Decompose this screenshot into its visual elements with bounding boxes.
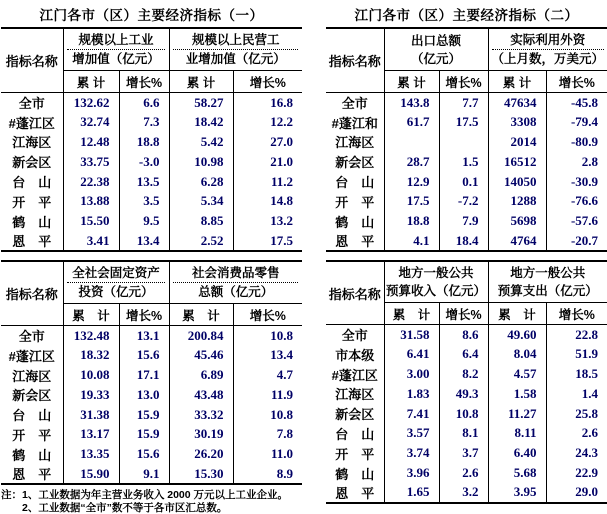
row-label: 鹤 山: [12, 214, 52, 230]
table-industry-indicators: [1, 27, 302, 252]
group-header: [63, 261, 169, 304]
cell-value: 11.2: [233, 172, 302, 192]
corner-header: 指标名称: [326, 261, 384, 325]
cell-value: 3.96: [384, 463, 439, 483]
table-row: [1, 211, 302, 231]
cell-value: 6.28: [169, 172, 233, 192]
cell-value: 15.90: [63, 464, 119, 484]
cell-value: 22.8: [546, 325, 607, 345]
cell-value: 13.88: [63, 191, 119, 211]
cell-value: 15.50: [63, 211, 119, 231]
table-row: [326, 364, 607, 384]
cell-value: 45.46: [169, 345, 233, 365]
cell-value: 13.4: [119, 231, 169, 251]
cell-value: 47634: [488, 93, 546, 113]
footnote-line: 注：1、工业数据为年主营业务收入 2000 万元以上工业企业。: [1, 489, 289, 502]
group-header: [384, 28, 488, 71]
cell-value: 8.1: [439, 424, 488, 444]
row-label: 台 山: [12, 175, 52, 191]
row-label: 恩 平: [335, 485, 375, 501]
table-row: [1, 93, 302, 113]
table-row: [1, 112, 302, 132]
table-row: [1, 152, 302, 172]
sub-header: 增长%: [546, 71, 607, 93]
cell-value: 22.9: [546, 463, 607, 483]
cell-value: 18.42: [169, 112, 233, 132]
row-label: 江海区: [12, 368, 52, 384]
cell-value: 3308: [488, 112, 546, 132]
cell-value: 3.00: [384, 364, 439, 384]
row-label: 全市: [18, 329, 45, 345]
group-line2: 总额（亿元）: [198, 285, 274, 300]
cell-value: 13.35: [63, 444, 119, 464]
row-label: #蓬江区: [331, 367, 378, 383]
corner-header: 指标名称: [1, 261, 63, 326]
sub-header: 增长%: [233, 71, 302, 93]
group-header-row: [1, 261, 302, 304]
cell-value: 61.7: [384, 112, 439, 132]
group-line1: 规模以上民营工: [173, 31, 298, 50]
cell-value: 13.1: [119, 326, 169, 346]
sub-header: 增长%: [439, 303, 488, 325]
cell-value: 32.74: [63, 112, 119, 132]
sub-header: 增长%: [233, 304, 302, 326]
table-row: [1, 231, 302, 251]
cell-value: -3.0: [119, 152, 169, 172]
cell-value: 4.57: [488, 364, 546, 384]
group-line2: 预算收入（亿元）: [386, 284, 487, 299]
group-header: [63, 28, 169, 71]
cell-value: 8.11: [488, 424, 546, 444]
cell-value: 1288: [488, 191, 546, 211]
cell-value: 1.83: [384, 384, 439, 404]
cell-value: 17.5: [384, 191, 439, 211]
row-label: 恩 平: [335, 234, 375, 250]
table-row: [326, 463, 607, 483]
cell-value: 0.1: [439, 172, 488, 192]
cell-value: 132.48: [63, 326, 119, 346]
cell-value: 3.2: [439, 483, 488, 503]
row-label: 全市: [341, 328, 368, 344]
row-label: #蓬江区: [8, 348, 55, 364]
group-line1: 规模以上工业: [67, 31, 166, 50]
row-label: 江海区: [335, 135, 375, 151]
cell-value: 2.52: [169, 231, 233, 251]
table-investment-retail: [1, 260, 302, 485]
cell-value: 6.40: [488, 443, 546, 463]
sub-header: 累 计: [384, 303, 439, 325]
table-row: [1, 191, 302, 211]
cell-value: 12.2: [233, 112, 302, 132]
table-row: [326, 152, 607, 172]
group-line1: 出口总额: [411, 33, 462, 48]
right-column: [326, 5, 607, 514]
row-label: 开 平: [335, 194, 375, 210]
cell-value: -7.2: [439, 191, 488, 211]
cell-value: -76.6: [546, 191, 607, 211]
table-row: [1, 326, 302, 346]
group-line2: （上月数，万美元）: [491, 52, 605, 66]
table-row: [326, 325, 607, 345]
footnote-line: 2、工业数据“全市”数不等于各市区汇总数。: [22, 501, 228, 514]
cell-value: 16.8: [233, 93, 302, 113]
cell-value: 15.9: [119, 425, 169, 445]
cell-value: 6.89: [169, 365, 233, 385]
cell-value: 9.1: [119, 464, 169, 484]
table-row: [1, 345, 302, 365]
table-row: [326, 344, 607, 364]
group-line2: 投资（亿元）: [78, 285, 154, 300]
cell-value: 3.95: [488, 483, 546, 503]
row-label: 新会区: [335, 407, 375, 423]
group-header: [488, 261, 607, 303]
cell-value: 8.6: [439, 325, 488, 345]
sub-header: 增长%: [119, 304, 169, 326]
row-label: 鹤 山: [335, 214, 375, 230]
table-row: [1, 444, 302, 464]
cell-value: 5698: [488, 211, 546, 231]
group-header-row: [1, 28, 302, 71]
cell-value: 6.4: [439, 344, 488, 364]
group-line2: 增加值（亿元）: [72, 52, 160, 66]
cell-value: [439, 132, 488, 152]
cell-value: 19.33: [63, 385, 119, 405]
corner-header: 指标名称: [1, 28, 63, 93]
row-label: 开 平: [12, 194, 52, 210]
cell-value: 18.8: [119, 132, 169, 152]
cell-value: 13.4: [233, 345, 302, 365]
cell-value: 24.3: [546, 443, 607, 463]
row-label: 市本级: [335, 347, 375, 363]
sub-header: 增长%: [439, 71, 488, 93]
cell-value: 143.8: [384, 93, 439, 113]
cell-value: 4.1: [384, 231, 439, 251]
group-line2: 业增加值（亿元）: [185, 52, 286, 66]
cell-value: 15.6: [119, 444, 169, 464]
cell-value: 9.5: [119, 211, 169, 231]
cell-value: 13.2: [233, 211, 302, 231]
cell-value: 43.48: [169, 385, 233, 405]
row-label: 恩 平: [12, 467, 52, 483]
cell-value: 3.74: [384, 443, 439, 463]
group-line1: 实际利用外资: [492, 31, 604, 50]
sub-header: 累 计: [488, 303, 546, 325]
table-row: [1, 365, 302, 385]
group-header-row: [326, 28, 607, 71]
cell-value: 49.3: [439, 384, 488, 404]
cell-value: 1.58: [488, 384, 546, 404]
cell-value: 5.42: [169, 132, 233, 152]
cell-value: 11.0: [233, 444, 302, 464]
cell-value: 31.58: [384, 325, 439, 345]
cell-value: 14050: [488, 172, 546, 192]
group-header: [169, 28, 302, 71]
table-row: [1, 385, 302, 405]
left-column: [1, 5, 302, 514]
cell-value: 2.6: [546, 424, 607, 444]
cell-value: 8.9: [233, 464, 302, 484]
row-label: 鹤 山: [12, 447, 52, 463]
cell-value: 18.32: [63, 345, 119, 365]
row-label: 新会区: [335, 155, 375, 171]
cell-value: -30.9: [546, 172, 607, 192]
cell-value: 13.5: [119, 172, 169, 192]
table1-title: 江门各市（区）主要经济指标（一）: [39, 8, 264, 23]
cell-value: 15.6: [119, 345, 169, 365]
table-row: [1, 464, 302, 484]
cell-value: 3.57: [384, 424, 439, 444]
row-label: 江海区: [12, 135, 52, 151]
table-row: [326, 132, 607, 152]
table-row: [326, 231, 607, 251]
table-row: [326, 112, 607, 132]
row-label: #蓬江区: [8, 115, 55, 131]
cell-value: 13.17: [63, 425, 119, 445]
table-row: [326, 172, 607, 192]
cell-value: 132.62: [63, 93, 119, 113]
table-row: [326, 404, 607, 424]
cell-value: 27.0: [233, 132, 302, 152]
cell-value: [384, 132, 439, 152]
cell-value: 10.8: [439, 404, 488, 424]
cell-value: 13.0: [119, 385, 169, 405]
cell-value: 4764: [488, 231, 546, 251]
corner-header: 指标名称: [326, 28, 384, 93]
cell-value: 10.8: [233, 326, 302, 346]
group-header: [488, 28, 607, 71]
cell-value: 1.65: [384, 483, 439, 503]
table2-title: 江门各市（区）主要经济指标（二）: [354, 8, 579, 23]
table-row: [326, 191, 607, 211]
row-label: 台 山: [12, 408, 52, 424]
table-row: [326, 483, 607, 503]
table-row: [326, 443, 607, 463]
table-public-budget: [326, 260, 607, 504]
cell-value: 200.84: [169, 326, 233, 346]
group-line2: （亿元）: [411, 51, 462, 66]
cell-value: 7.7: [439, 93, 488, 113]
row-label: 全市: [18, 96, 45, 112]
cell-value: 58.27: [169, 93, 233, 113]
row-label: 江海区: [335, 387, 375, 403]
row-label: 台 山: [335, 426, 375, 442]
group-line1: 全社会固定资产: [67, 264, 166, 283]
cell-value: -20.7: [546, 231, 607, 251]
group-line1: 社会消费品零售: [173, 264, 298, 283]
cell-value: 8.2: [439, 364, 488, 384]
row-label: 新会区: [12, 388, 52, 404]
row-label: #蓬江和: [331, 115, 378, 131]
cell-value: 7.3: [119, 112, 169, 132]
cell-value: 6.6: [119, 93, 169, 113]
cell-value: -57.6: [546, 211, 607, 231]
cell-value: 17.5: [233, 231, 302, 251]
cell-value: 18.8: [384, 211, 439, 231]
cell-value: 16512: [488, 152, 546, 172]
group-line2: 预算支出（亿元）: [497, 284, 598, 299]
cell-value: 33.32: [169, 405, 233, 425]
cell-value: 29.0: [546, 483, 607, 503]
group-header-row: [326, 261, 607, 303]
row-label: 开 平: [12, 427, 52, 443]
row-label: 全市: [341, 96, 368, 112]
row-label: 恩 平: [12, 234, 52, 250]
row-label: 台 山: [335, 175, 375, 191]
cell-value: 7.9: [439, 211, 488, 231]
table-row: [1, 132, 302, 152]
cell-value: 22.38: [63, 172, 119, 192]
row-label: 开 平: [335, 446, 375, 462]
cell-value: 7.8: [233, 425, 302, 445]
table-row: [326, 424, 607, 444]
group-line1: 地方一般公共: [398, 266, 474, 281]
cell-value: 1.5: [439, 152, 488, 172]
cell-value: 14.8: [233, 191, 302, 211]
cell-value: 49.60: [488, 325, 546, 345]
sub-header: 累 计: [169, 71, 233, 93]
cell-value: 4.7: [233, 365, 302, 385]
cell-value: 2.8: [546, 152, 607, 172]
cell-value: 8.04: [488, 344, 546, 364]
cell-value: -80.9: [546, 132, 607, 152]
cell-value: 18.4: [439, 231, 488, 251]
cell-value: 15.30: [169, 464, 233, 484]
cell-value: 3.5: [119, 191, 169, 211]
cell-value: 8.85: [169, 211, 233, 231]
sub-header: 累 计: [63, 71, 119, 93]
cell-value: 12.9: [384, 172, 439, 192]
row-label: 新会区: [12, 155, 52, 171]
cell-value: 10.08: [63, 365, 119, 385]
cell-value: -79.4: [546, 112, 607, 132]
cell-value: 10.8: [233, 405, 302, 425]
group-line1: 地方一般公共: [510, 266, 586, 281]
sub-header: 累 计: [63, 304, 119, 326]
cell-value: 18.5: [546, 364, 607, 384]
row-label: 鹤 山: [335, 466, 375, 482]
cell-value: 3.7: [439, 443, 488, 463]
table-export-foreign-capital: [326, 27, 607, 252]
table-row: [1, 425, 302, 445]
footnotes: [1, 489, 302, 514]
cell-value: 11.27: [488, 404, 546, 424]
cell-value: 17.5: [439, 112, 488, 132]
cell-value: 31.38: [63, 405, 119, 425]
cell-value: 51.9: [546, 344, 607, 364]
cell-value: 1.4: [546, 384, 607, 404]
cell-value: 2.6: [439, 463, 488, 483]
cell-value: 5.68: [488, 463, 546, 483]
cell-value: 12.48: [63, 132, 119, 152]
table-row: [326, 384, 607, 404]
table-row: [326, 211, 607, 231]
cell-value: 11.9: [233, 385, 302, 405]
cell-value: 17.1: [119, 365, 169, 385]
cell-value: 28.7: [384, 152, 439, 172]
cell-value: 10.98: [169, 152, 233, 172]
sub-header: 累 计: [384, 71, 439, 93]
cell-value: 21.0: [233, 152, 302, 172]
sub-header: 累 计: [488, 71, 546, 93]
table-row: [1, 172, 302, 192]
sub-header: 增长%: [119, 71, 169, 93]
cell-value: 7.41: [384, 404, 439, 424]
cell-value: 6.41: [384, 344, 439, 364]
cell-value: -45.8: [546, 93, 607, 113]
cell-value: 30.19: [169, 425, 233, 445]
cell-value: 5.34: [169, 191, 233, 211]
cell-value: 3.41: [63, 231, 119, 251]
cell-value: 25.8: [546, 404, 607, 424]
sub-header: 累 计: [169, 304, 233, 326]
table-row: [1, 405, 302, 425]
cell-value: 2014: [488, 132, 546, 152]
cell-value: 33.75: [63, 152, 119, 172]
table-row: [326, 93, 607, 113]
group-header: [169, 261, 302, 304]
cell-value: 15.9: [119, 405, 169, 425]
cell-value: 26.20: [169, 444, 233, 464]
sub-header: 增长%: [546, 303, 607, 325]
group-header: [384, 261, 488, 303]
